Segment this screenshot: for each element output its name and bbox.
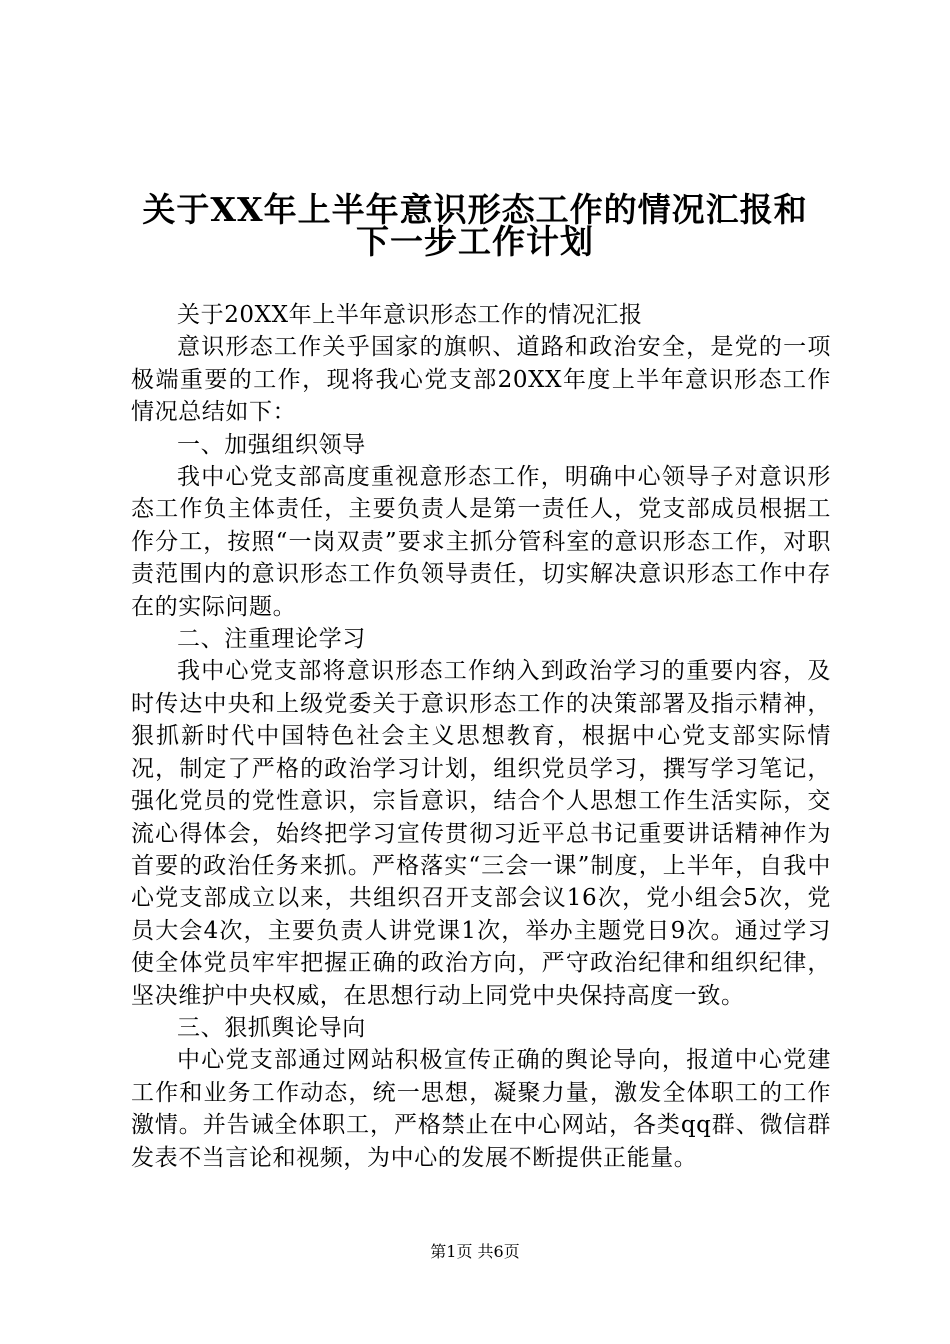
intro-paragraph: 意识形态工作关乎国家的旗帜、道路和政治安全，是党的一项极端重要的工作，现将我心党支部20XX年度上半年意识形态工作情况总结如下： [131, 334, 831, 426]
report-subtitle: 关于20XX年上半年意识形态工作的情况汇报 [177, 302, 643, 328]
section-3-paragraph: 中心党支部通过网站积极宣传正确的舆论导向，报道中心党建工作和业务工作动态，统一思想，凝聚力量，激发全体职工的工作激情。并告诫全体职工，严格禁止在中心网站，各类qq群、微信群发表不当言论和视频，为中心的发展不断提供正能量。 [131, 1047, 831, 1171]
section-heading-1: 一、加强组织领导 [177, 431, 366, 458]
section-heading-2: 二、注重理论学习 [177, 626, 366, 653]
section-1-paragraph: 我中心党支部高度重视意形态工作，明确中心领导子对意识形态工作负主体责任，主要负责人是第一责任人，党支部成员根据工作分工，按照“一岗双责”要求主抓分管科室的意识形态工作，对职责范围内的意识形态工作负领导责任，切实解决意识形态工作中存在的实际问题。 [131, 464, 831, 620]
document-title-line-2: 下一步工作计划 [356, 222, 594, 261]
section-heading-3: 三、狠抓舆论导向 [177, 1014, 366, 1041]
document-body [131, 299, 831, 1174]
document-title-line-1: 关于XX年上半年意识形态工作的情况汇报和 [142, 190, 808, 229]
section-2-paragraph: 我中心党支部将意识形态工作纳入到政治学习的重要内容，及时传达中央和上级党委关于意识形态工作的决策部署及指示精神，狠抓新时代中国特色社会主义思想教育，根据中心党支部实际情况，制定了严格的政治学习计划，组织党员学习，撰写学习笔记，强化党员的党性意识，宗旨意识，结合个人思想工作生活实际，交流心得体会，始终把学习宣传贯彻习近平总书记重要讲话精神作为首要的政治任务来抓。严格落实“三会一课”制度，上半年，自我中心党支部成立以来，共组织召开支部会议16次，党小组会5次，党员大会4次，主要负责人讲党课1次，举办主题党日9次。通过学习使全体党员牢牢把握正确的政治方向，严守政治纪律和组织纪律，坚决维护中央权威，在思想行动上同党中央保持高度一致。 [131, 658, 831, 1009]
page-footer: 第1页 共6页 [430, 1242, 520, 1261]
